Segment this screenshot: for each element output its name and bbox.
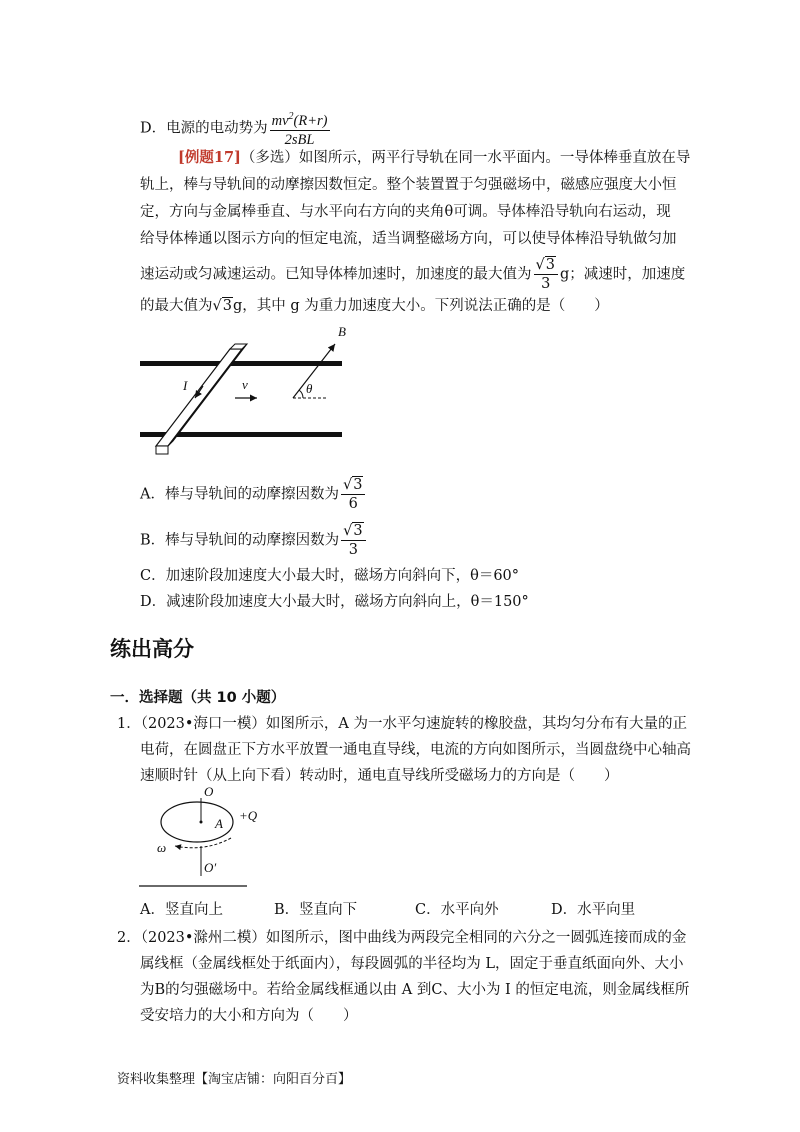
- frac-den: 2sBL: [284, 131, 315, 148]
- label-theta: θ: [306, 381, 313, 396]
- example17-line3: 定，方向与金属棒垂直、与水平向右方向的夹角θ可调。导体棒沿导轨向右运动，现: [140, 204, 671, 220]
- example17-option-c: C．加速阶段加速度大小最大时，磁场方向斜向下，θ＝60°: [140, 568, 520, 584]
- example17-line5: [140, 256, 685, 293]
- example17-option-b: [140, 522, 368, 559]
- q1-option-d: D．水平向里: [551, 902, 636, 918]
- example17-line2: 轨上，棒与导轨间的动摩擦因数恒定。整个装置置于匀强磁场中，磁感应强度大小恒: [140, 177, 677, 193]
- option-a-fraction: $\frac{√3}{6}$: [341, 476, 365, 513]
- q1-option-b: B．竖直向下: [274, 902, 358, 918]
- option-b-fraction: $\frac{√3}{3}$: [341, 522, 365, 559]
- frac-sup: 2: [288, 111, 294, 122]
- disk-figure: [135, 780, 275, 892]
- rail-figure: [135, 322, 350, 457]
- line5-text-a: 速运动或匀减速运动。已知导体棒加速时，加速度的最大值为: [140, 266, 532, 283]
- q1-line2: 电荷，在圆盘正下方水平放置一通电直导线，电流的方向如图所示，当圆盘绕中心轴高: [140, 742, 691, 758]
- rotation-arrow: [175, 838, 231, 848]
- line5-frac-den: 3: [541, 276, 551, 292]
- frac-num: mv: [271, 112, 289, 129]
- prev-option-d-fraction: [270, 108, 330, 149]
- option-a-num: 3: [353, 477, 363, 493]
- label-omega: ω: [157, 840, 167, 855]
- q2-line3: 为B的匀强磁场中。若给金属线框通以由 A 到C、大小为 I 的恒定电流，则金属线框所: [140, 982, 690, 998]
- label-v: v: [242, 377, 248, 392]
- prev-option-d-prefix: D．电源的电动势为: [140, 120, 268, 137]
- option-b-den: 3: [348, 542, 359, 558]
- section-subtitle: 一．选择题（共 10 小题）: [110, 690, 286, 706]
- top-rail: [140, 361, 342, 366]
- example-tag: [例题17]: [178, 149, 241, 166]
- option-b-prefix: B．棒与导轨间的动摩擦因数为: [140, 532, 340, 549]
- q1-line1: 1．（2023•海口一模）如图所示，A 为一水平匀速旋转的橡胶盘，其均匀分布有大量的正: [117, 716, 688, 732]
- q2-line4: 受安培力的大小和方向为（ ）: [140, 1008, 358, 1024]
- section-title: 练出高分: [110, 637, 194, 661]
- line5-text-b: g；减速时，加速度: [559, 266, 686, 283]
- q1-line3: 速顺时针（从上向下看）转动时，通电直导线所受磁场力的方向是（ ）: [140, 768, 619, 784]
- q1-option-a: A．竖直向上: [140, 902, 223, 918]
- label-O: O: [204, 784, 214, 799]
- example17-option-a: [140, 476, 367, 513]
- line5-fraction: $\frac{√3}{3}$: [534, 256, 558, 293]
- q2-line2: 属线框（金属线框处于纸面内），每段圆弧的半径均为 L，固定于垂直纸面向外、大小: [140, 956, 684, 972]
- footer-text: 资料收集整理【淘宝店铺：向阳百分百】: [117, 1072, 352, 1087]
- label-I: I: [183, 378, 188, 393]
- q2-line1: 2．（2023•滁州二模）如图所示，图中曲线为两段完全相同的六分之一圆弧连接而成的金: [117, 930, 687, 946]
- option-a-prefix: A．棒与导轨间的动摩擦因数为: [140, 486, 339, 503]
- option-b-num: 3: [353, 523, 363, 539]
- disk-center: [200, 821, 203, 824]
- label-O-prime: O′: [204, 860, 217, 875]
- example17-line6: [140, 296, 609, 316]
- q1-option-c: C．水平向外: [415, 902, 499, 918]
- label-A: A: [215, 816, 223, 831]
- line5-frac-num: 3: [545, 257, 555, 273]
- frac-paren: (R+r): [293, 112, 328, 129]
- line6-rad: 3: [222, 298, 232, 314]
- label-Q: +Q: [239, 808, 258, 823]
- option-a-den: 6: [348, 496, 358, 512]
- angle-arc: [299, 390, 303, 398]
- label-B: B: [338, 324, 346, 339]
- line6-text-b: g，其中 g 为重力加速度大小。下列说法正确的是（ ）: [232, 298, 609, 314]
- example17-line4: 给导体棒通以图示方向的恒定电流，适当调整磁场方向，可以使导体棒沿导轨做匀加: [140, 231, 677, 247]
- prev-option-d: [140, 108, 332, 149]
- example17-option-d: D．减速阶段加速度大小最大时，磁场方向斜向上，θ＝150°: [140, 594, 529, 610]
- example17-line1: [178, 148, 690, 168]
- conductor-bar: [156, 344, 247, 454]
- example17-text-1: （多选）如图所示，两平行导轨在同一水平面内。一导体棒垂直放在导: [240, 150, 691, 166]
- line6-sqrt: √3: [212, 298, 232, 314]
- line6-text-a: 的最大值为: [140, 298, 213, 314]
